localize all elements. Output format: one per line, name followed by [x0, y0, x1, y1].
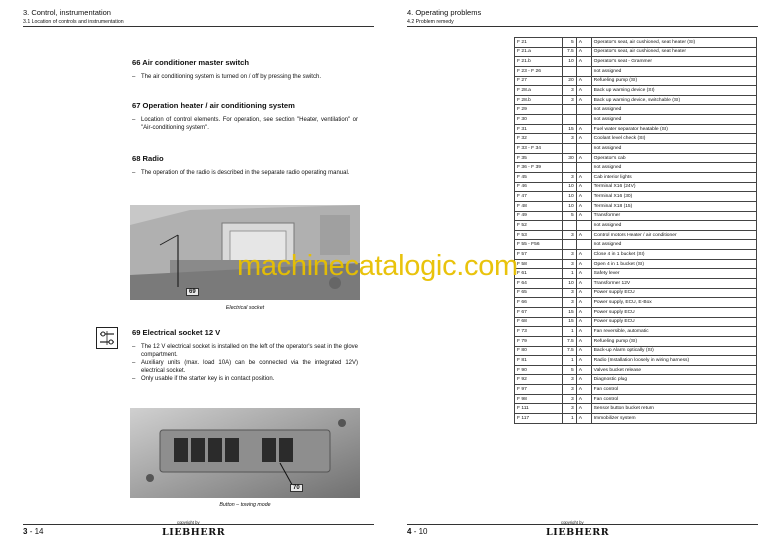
table-row: [515, 336, 757, 346]
amperage-cell: 20: [562, 76, 576, 86]
amperage-cell: 3: [562, 259, 576, 269]
description-cell: Coolant level check (SI): [591, 134, 756, 144]
unit-cell: A: [576, 327, 591, 337]
unit-cell: A: [576, 230, 591, 240]
amperage-cell: [562, 221, 576, 231]
amperage-cell: 3: [562, 134, 576, 144]
amperage-cell: 10: [562, 182, 576, 192]
fuse-id-cell: F 64: [515, 279, 563, 289]
fuse-id-cell: F 65: [515, 288, 563, 298]
section-68: [132, 154, 358, 177]
table-row: [515, 356, 757, 366]
table-row: [515, 413, 757, 423]
fuse-id-cell: F 52: [515, 221, 563, 231]
fuse-id-cell: F 21: [515, 38, 563, 48]
unit-cell: A: [576, 250, 591, 260]
description-cell: Sensor button bucket return: [591, 404, 756, 414]
description-cell: Fuel water separator heatable (SI): [591, 124, 756, 134]
unit-cell: A: [576, 394, 591, 404]
unit-cell: A: [576, 356, 591, 366]
description-cell: Open 4 in 1 bucket (SI): [591, 259, 756, 269]
fuse-table: [514, 37, 757, 424]
left-header-section: 3. Control, instrumentation: [23, 8, 111, 17]
unit-cell: A: [576, 211, 591, 221]
table-row: [515, 211, 757, 221]
description-cell: Transformer 12V: [591, 279, 756, 289]
bullet-item: – Location of control elements. For operation, see section "Heater, ventilation" or "Air-conditioning system".: [132, 117, 358, 131]
table-row: [515, 66, 757, 76]
amperage-cell: 10: [562, 279, 576, 289]
description-cell: Fan control: [591, 385, 756, 395]
left-page-number: 3 - 14: [23, 527, 44, 536]
amperage-cell: [562, 144, 576, 154]
fuse-id-cell: F 29: [515, 105, 563, 115]
table-row: [515, 153, 757, 163]
amperage-cell: 3: [562, 230, 576, 240]
right-copyright: copyright by: [561, 520, 584, 525]
bullet-item: – The air conditioning system is turned on / off by pressing the switch.: [132, 74, 321, 80]
table-row: [515, 394, 757, 404]
description-cell: Cab interior lights: [591, 172, 756, 182]
unit-cell: A: [576, 76, 591, 86]
description-cell: Power supply ECU: [591, 288, 756, 298]
unit-cell: A: [576, 153, 591, 163]
unit-cell: A: [576, 86, 591, 96]
amperage-cell: 15: [562, 317, 576, 327]
section-68-title: 68 Radio: [132, 154, 164, 163]
amperage-cell: 3: [562, 404, 576, 414]
amperage-cell: 7.5: [562, 336, 576, 346]
right-header-subsection: 4.2 Problem remedy: [407, 19, 454, 25]
description-cell: Diagnostic plug: [591, 375, 756, 385]
amperage-cell: [562, 105, 576, 115]
unit-cell: A: [576, 365, 591, 375]
unit-cell: A: [576, 346, 591, 356]
table-row: [515, 365, 757, 375]
section-66: [132, 58, 358, 81]
amperage-cell: 10: [562, 201, 576, 211]
fuse-id-cell: F 36 - F 39: [515, 163, 563, 173]
amperage-cell: 1: [562, 327, 576, 337]
description-cell: Back up warning device, switchable (SI): [591, 95, 756, 105]
amperage-cell: 3: [562, 86, 576, 96]
amperage-cell: [562, 115, 576, 125]
fuse-id-cell: F 31: [515, 124, 563, 134]
table-row: [515, 298, 757, 308]
unit-cell: A: [576, 375, 591, 385]
fuse-id-cell: F 57: [515, 250, 563, 260]
unit-cell: [576, 144, 591, 154]
unit-cell: A: [576, 307, 591, 317]
amperage-cell: 3: [562, 375, 576, 385]
unit-cell: A: [576, 259, 591, 269]
table-row: [515, 115, 757, 125]
photo-2-tag: 70: [290, 484, 303, 492]
unit-cell: A: [576, 336, 591, 346]
unit-cell: A: [576, 192, 591, 202]
table-row: [515, 86, 757, 96]
table-row: [515, 307, 757, 317]
unit-cell: [576, 105, 591, 115]
fuse-id-cell: F 61: [515, 269, 563, 279]
amperage-cell: 3: [562, 95, 576, 105]
unit-cell: A: [576, 413, 591, 423]
table-row: [515, 317, 757, 327]
description-cell: Control motors Heater / air conditioner: [591, 230, 756, 240]
fuse-id-cell: F 21.b: [515, 57, 563, 67]
fuse-id-cell: F 98: [515, 394, 563, 404]
amperage-cell: [562, 240, 576, 250]
fuse-id-cell: F 45: [515, 172, 563, 182]
amperage-cell: 5: [562, 38, 576, 48]
bullet-item: – The 12 V electrical socket is installed on the left of the operator's seat in the glove compartment.: [132, 344, 358, 358]
fuse-id-cell: F 32: [515, 134, 563, 144]
towing-mode-photo: [130, 408, 360, 498]
fuse-id-cell: F 30: [515, 115, 563, 125]
amperage-cell: 10: [562, 57, 576, 67]
unit-cell: A: [576, 134, 591, 144]
description-cell: Back-up Alarm optically (SI): [591, 346, 756, 356]
fuse-id-cell: F 55 - F56: [515, 240, 563, 250]
description-cell: Fan reversible, automatic: [591, 327, 756, 337]
bullet-item: – Only usable if the starter key is in contact position.: [132, 376, 275, 382]
table-row: [515, 192, 757, 202]
amperage-cell: [562, 66, 576, 76]
bullet-item: – Auxiliary units (max. load 10A) can be connected via the integrated 12V) electrical socket.: [132, 360, 358, 374]
fuse-id-cell: F 48: [515, 201, 563, 211]
table-row: [515, 230, 757, 240]
description-cell: Power supply ECU: [591, 317, 756, 327]
fuse-id-cell: F 33 - F 34: [515, 144, 563, 154]
amperage-cell: 3: [562, 250, 576, 260]
fuse-id-cell: F 97: [515, 385, 563, 395]
description-cell: Refueling pump (SI): [591, 336, 756, 346]
amperage-cell: 3: [562, 298, 576, 308]
right-header-rule: [407, 26, 758, 27]
left-header-subsection: 3.1 Location of controls and instrumentation: [23, 19, 124, 25]
amperage-cell: 3: [562, 172, 576, 182]
table-row: [515, 250, 757, 260]
section-66-title: 66 Air conditioner master switch: [132, 58, 250, 67]
table-row: [515, 240, 757, 250]
amperage-cell: 15: [562, 307, 576, 317]
table-row: [515, 346, 757, 356]
table-row: [515, 47, 757, 57]
fuse-id-cell: F 92: [515, 375, 563, 385]
amperage-cell: 7.5: [562, 346, 576, 356]
fuse-id-cell: F 47: [515, 192, 563, 202]
unit-cell: [576, 240, 591, 250]
fuse-id-cell: F 68: [515, 317, 563, 327]
table-row: [515, 404, 757, 414]
section-67: [132, 101, 358, 132]
photo-2-caption: Button – towing mode: [219, 502, 271, 508]
fuse-id-cell: F 117: [515, 413, 563, 423]
unit-cell: A: [576, 47, 591, 57]
description-cell: not assigned: [591, 105, 756, 115]
unit-cell: A: [576, 38, 591, 48]
description-cell: Operator's seat, air cushioned, seat heater: [591, 47, 756, 57]
table-row: [515, 134, 757, 144]
amperage-cell: 1: [562, 269, 576, 279]
right-page-number: 4 - 10: [407, 527, 428, 536]
amperage-cell: 10: [562, 192, 576, 202]
table-row: [515, 327, 757, 337]
fuse-id-cell: F 23 - F 26: [515, 66, 563, 76]
fuse-id-cell: F 53: [515, 230, 563, 240]
unit-cell: A: [576, 279, 591, 289]
unit-cell: [576, 66, 591, 76]
description-cell: not assigned: [591, 66, 756, 76]
unit-cell: A: [576, 288, 591, 298]
unit-cell: A: [576, 124, 591, 134]
unit-cell: A: [576, 269, 591, 279]
description-cell: not assigned: [591, 240, 756, 250]
amperage-cell: 3: [562, 394, 576, 404]
table-row: [515, 163, 757, 173]
description-cell: Power supply ECU: [591, 307, 756, 317]
amperage-cell: 5: [562, 211, 576, 221]
description-cell: Transformer: [591, 211, 756, 221]
amperage-cell: 7.5: [562, 47, 576, 57]
photo-1-caption: Electrical socket: [225, 305, 265, 311]
amperage-cell: 30: [562, 153, 576, 163]
unit-cell: A: [576, 172, 591, 182]
unit-cell: [576, 163, 591, 173]
description-cell: Safety lever: [591, 269, 756, 279]
amperage-cell: 3: [562, 288, 576, 298]
table-row: [515, 172, 757, 182]
unit-cell: A: [576, 57, 591, 67]
description-cell: Valves bucket release: [591, 365, 756, 375]
table-row: [515, 105, 757, 115]
unit-cell: [576, 115, 591, 125]
description-cell: Refueling pump (SI): [591, 76, 756, 86]
left-header-rule: [23, 26, 374, 27]
unit-cell: A: [576, 404, 591, 414]
table-row: [515, 279, 757, 289]
photo-illustration: [130, 408, 360, 498]
table-row: [515, 375, 757, 385]
amperage-cell: 5: [562, 365, 576, 375]
fuse-id-cell: F 73: [515, 327, 563, 337]
fuse-id-cell: F 79: [515, 336, 563, 346]
description-cell: Terminal X18 (15): [591, 201, 756, 211]
right-brand-logo: LIEBHERR: [546, 527, 610, 538]
description-cell: Operator's cab: [591, 153, 756, 163]
description-cell: Terminal X16 (24V): [591, 182, 756, 192]
section-67-title: 67 Operation heater / air conditioning system: [132, 101, 295, 110]
table-row: [515, 124, 757, 134]
description-cell: Fan control: [591, 394, 756, 404]
description-cell: not assigned: [591, 163, 756, 173]
fuse-id-cell: F 46: [515, 182, 563, 192]
amperage-cell: 3: [562, 385, 576, 395]
fuse-id-cell: F 27: [515, 76, 563, 86]
table-row: [515, 221, 757, 231]
description-cell: not assigned: [591, 221, 756, 231]
fuse-id-cell: F 67: [515, 307, 563, 317]
description-cell: Power supply, ECU, E-Box: [591, 298, 756, 308]
description-cell: not assigned: [591, 115, 756, 125]
watermark: machinecatalogic.com: [237, 250, 518, 282]
description-cell: Back up warning device (SI): [591, 86, 756, 96]
unit-cell: A: [576, 385, 591, 395]
description-cell: Close 4 in 1 bucket (SI): [591, 250, 756, 260]
table-row: [515, 76, 757, 86]
fuse-id-cell: F 28.b: [515, 95, 563, 105]
section-69: [132, 328, 358, 383]
unit-cell: A: [576, 95, 591, 105]
table-row: [515, 182, 757, 192]
table-row: [515, 95, 757, 105]
fuse-id-cell: F 58: [515, 259, 563, 269]
description-cell: Operator's seat - Grammer: [591, 57, 756, 67]
unit-cell: A: [576, 201, 591, 211]
amperage-cell: 1: [562, 356, 576, 366]
description-cell: Operator's seat, air cushioned, seat heater (SI): [591, 38, 756, 48]
description-cell: Immobilizer system: [591, 413, 756, 423]
fuse-id-cell: F 28.a: [515, 86, 563, 96]
table-row: [515, 201, 757, 211]
table-row: [515, 288, 757, 298]
table-row: [515, 259, 757, 269]
fuse-id-cell: F 66: [515, 298, 563, 308]
unit-cell: A: [576, 317, 591, 327]
amperage-cell: [562, 163, 576, 173]
bullet-item: – The operation of the radio is described in the separate radio operating manual.: [132, 170, 350, 176]
fuse-id-cell: F 35: [515, 153, 563, 163]
fuse-id-cell: F 90: [515, 365, 563, 375]
wrench-icon: [96, 327, 118, 349]
unit-cell: [576, 221, 591, 231]
fuse-id-cell: F 49: [515, 211, 563, 221]
left-copyright: copyright by: [177, 520, 200, 525]
unit-cell: A: [576, 182, 591, 192]
amperage-cell: 15: [562, 124, 576, 134]
fuse-id-cell: F 21.a: [515, 47, 563, 57]
amperage-cell: 1: [562, 413, 576, 423]
description-cell: not assigned: [591, 144, 756, 154]
table-row: [515, 144, 757, 154]
unit-cell: A: [576, 298, 591, 308]
section-69-title: 69 Electrical socket 12 V: [132, 328, 221, 337]
description-cell: Radio (Installation loosely in wiring harness): [591, 356, 756, 366]
description-cell: Terminal X16 (30): [591, 192, 756, 202]
table-row: [515, 38, 757, 48]
fuse-id-cell: F 81: [515, 356, 563, 366]
table-row: [515, 269, 757, 279]
left-brand-logo: LIEBHERR: [162, 527, 226, 538]
table-row: [515, 385, 757, 395]
photo-1-tag: 69: [186, 288, 199, 296]
fuse-id-cell: F 111: [515, 404, 563, 414]
table-row: [515, 57, 757, 67]
fuse-id-cell: F 80: [515, 346, 563, 356]
right-header-section: 4. Operating problems: [407, 8, 482, 17]
